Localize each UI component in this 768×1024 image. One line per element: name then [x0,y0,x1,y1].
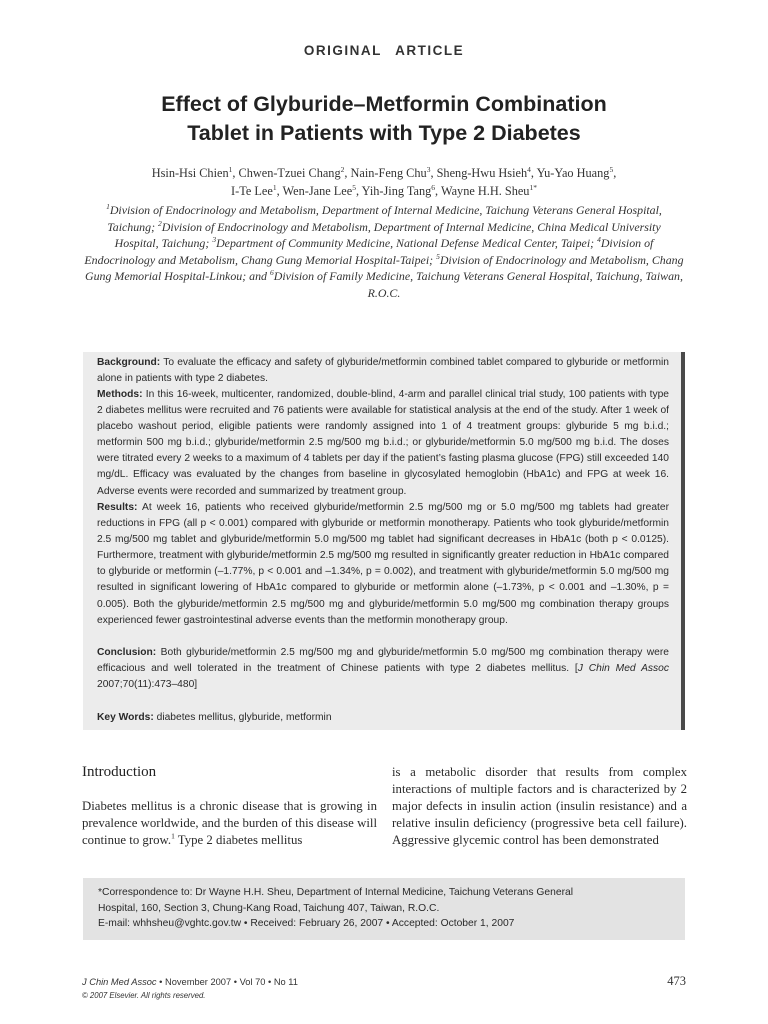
title-line-1: Effect of Glyburide–Metformin Combination [161,92,607,116]
page-number: 473 [667,974,686,988]
correspondence-box [83,878,685,940]
correspondence-line-2: Hospital, 160, Section 3, Chung-Kang Road, Taichung 407, Taiwan, R.O.C. [98,902,440,914]
section-label: ORIGINAL ARTICLE [303,43,465,58]
correspondence-line-3: E-mail: whhsheu@vghtc.gov.tw • Received: February 26, 2007 • Accepted: October 1, 2007 [98,918,515,929]
abstract-box [83,352,685,730]
body-left-column: Diabetes mellitus is a chronic disease that is growing in prevalence worldwide, and the burden of this disease will continue to grow.$^1$ Type 2 diabetes mellitus [82,799,377,848]
abstract-methods: Methods: In this 16-week, multicenter, randomized, double-blind, 4-arm and parallel clinical trial study, 100 patients with type 2 diabetes mellitus were recruited and 76 patients were available for statistical analysis at the end of the study. After 1 week of placebo washout period, eligible patients were randomly assigned into 1 of 4 treatment groups: glyburide 5 mg b.i.d.; metformin 500 mg b.i.d.; glyburide/metformin 2.5 mg/500 mg b.i.d.; or glyburide/metformin 5.0 mg/500 mg b.i.d. The doses were titrated every 2 weeks to a maximum of 4 tablets per day if the patient’s fasting plasma glucose (FPG) still exceeded 140 mg/dL. Efficacy was evaluated by the changes from baseline in glycosylated hemoglobin (HbA1c) and FPG at week 16. Adverse events were recorded and summarized by treatment group. [97,389,669,497]
affiliations: $^1$Division of Endocrinology and Metabolism, Department of Internal Medicine, Taichung Veterans General Hospital, Taichung; $^2$Division of Endocrinology and Metabolism, Department of Internal Medicine, China Medical University Hospital, Taichung; $^3$Department of Community Medicine, National Defense Medical Center, Taipei; $^4$Division of Endocrinology and Metabolism, Chang Gung Memorial Hospital-Taipei; $^5$Division of Endocrinology and Metabolism, Chang Gung Memorial Hospital-Linkou; and $^6$Division of Family Medicine, Taichung Veterans General Hospital, Taichung, Taiwan, R.O.C. [84,202,684,300]
article-title [60,90,708,148]
introduction-heading: Introduction [82,764,157,780]
title-line-2: Tablet in Patients with Type 2 Diabetes [187,121,581,145]
author-line-2: I-Te Lee$^1$, Wen-Jane Lee$^5$, Yih-Jing Tang$^6$, Wayne H.H. Sheu$^{1*}$ [231,182,537,198]
copyright: © 2007 Elsevier. All rights reserved. [82,991,206,1000]
footer-citation: J Chin Med Assoc • November 2007 • Vol 70 • No 11 © 2007 Elsevier. All rights reserved. [82,977,298,1000]
author-line-1: Hsin-Hsi Chien$^1$, Chwen-Tzuei Chang$^2$, Nain-Feng Chu$^3$, Sheng-Hwu Hsieh$^4$, Yu-Yao Huang$^5$, [151,164,617,180]
author-list [84,164,684,200]
abstract-results: Results: At week 16, patients who received glyburide/metformin 2.5 mg/500 mg or 5.0 mg/500 mg tablets had greater reductions in FPG (all p < 0.001) compared with glyburide or metformin monotherapy. Patients who took glyburide/metformin 2.5 mg/500 mg tablet and glyburide/metformin 5.0 mg/500 mg tablet had significant decreases in HbA1c (both p < 0.0125). Furthermore, treatment with glyburide/metformin 2.5 mg/500 mg resulted in significantly greater reduction in HbA1c compared to glyburide or metformin (–1.77%, p < 0.001 and –1.34%, p = 0.002), and treatment with glyburide/metformin 5.0 mg/500 mg resulted in significant lowering of HbA1c compared to glyburide or metformin alone (–1.73%, p < 0.001 and –1.30%, p = 0.005). Both the glyburide/metformin 2.5 mg/500 mg and glyburide/metformin 5.0 mg/500 mg combination therapy groups experienced fewer gastrointestinal adverse events than the metformin monotherapy group. [97,502,669,626]
abstract-keywords: Key Words: diabetes mellitus, glyburide, metformin [97,712,332,723]
abstract-conclusion: Conclusion: Both glyburide/metformin 2.5 mg/500 mg and glyburide/metformin 5.0 mg/500 mg combination therapy were efficacious and well tolerated in the treatment of Chinese patients with type 2 diabetes mellitus. [J Chin Med Assoc 2007;70(11):473–480] [97,647,669,691]
correspondence-line-1: *Correspondence to: Dr Wayne H.H. Sheu, Department of Internal Medicine, Taichung Veterans General [98,887,574,898]
body-right-column: is a metabolic disorder that results from complex interactions of multiple factors and is characterized by 2 major defects in insulin action (insulin resistance) and a relative insulin deficiency (progressive beta cell failure). Aggressive glycemic control has been demonstrated [392,765,687,848]
abstract-background: Background: To evaluate the efficacy and safety of glyburide/metformin combined tablet compared to glyburide or metformin alone in patients with type 2 diabetes. [97,357,669,385]
